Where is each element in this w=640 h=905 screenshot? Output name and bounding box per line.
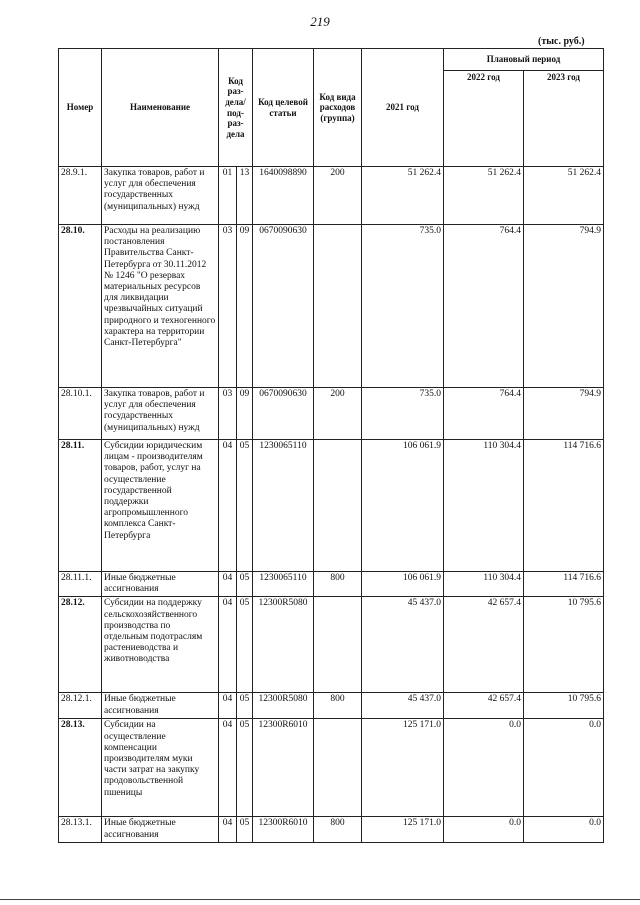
row-kind-code [314,225,362,388]
row-name: Иные бюджетные ассигнования [102,693,219,719]
header-row-top [59,49,604,71]
header-target: Код целевой статьи [253,49,314,167]
row-amount-2021: 51 262.4 [362,167,444,225]
row-number: 28.12.1. [59,693,102,719]
row-subsection: 05 [237,693,253,719]
row-amount-2022: 764.4 [444,225,524,388]
row-subsection: 05 [237,597,253,693]
row-amount-2021: 735.0 [362,388,444,440]
row-amount-2023: 114 716.6 [524,440,604,572]
units-label: (тыс. руб.) [538,36,585,47]
row-kind-code: 200 [314,388,362,440]
row-amount-2021: 125 171.0 [362,817,444,842]
row-number: 28.13. [59,719,102,817]
row-amount-2022: 42 657.4 [444,597,524,693]
table-row [59,167,604,225]
row-amount-2022: 110 304.4 [444,572,524,597]
row-number: 28.9.1. [59,167,102,225]
row-amount-2022: 0.0 [444,719,524,817]
row-section: 04 [219,572,237,597]
row-amount-2022: 0.0 [444,817,524,842]
row-amount-2021: 106 061.9 [362,572,444,597]
row-amount-2021: 45 437.0 [362,693,444,719]
budget-table [58,48,604,843]
row-amount-2021: 106 061.9 [362,440,444,572]
header-kind: Код вида расходов (группа) [314,49,362,167]
table-row [59,719,604,817]
row-section: 03 [219,388,237,440]
row-number: 28.10.1. [59,388,102,440]
row-amount-2023: 10 795.6 [524,597,604,693]
row-kind-code [314,719,362,817]
header-2023: 2023 год [524,71,604,167]
row-section: 04 [219,597,237,693]
row-amount-2022: 51 262.4 [444,167,524,225]
table-row [59,817,604,842]
row-subsection: 05 [237,440,253,572]
row-section: 04 [219,693,237,719]
row-name: Субсидии на осуществление компенсации производителям муки части затрат на закупку продовольственной пшеницы [102,719,219,817]
row-section: 01 [219,167,237,225]
row-target-code: 0670090630 [253,225,314,388]
row-amount-2021: 45 437.0 [362,597,444,693]
table-row [59,440,604,572]
row-section: 03 [219,225,237,388]
row-target-code: 12300R6010 [253,719,314,817]
row-kind-code [314,440,362,572]
table-row [59,597,604,693]
row-number: 28.11. [59,440,102,572]
header-number: Номер [59,49,102,167]
row-amount-2022: 764.4 [444,388,524,440]
table-row [59,225,604,388]
row-amount-2023: 114 716.6 [524,572,604,597]
row-kind-code: 800 [314,572,362,597]
row-number: 28.11.1. [59,572,102,597]
row-section: 04 [219,440,237,572]
row-name: Иные бюджетные ассигнования [102,817,219,842]
row-target-code: 12300R5080 [253,597,314,693]
row-amount-2023: 51 262.4 [524,167,604,225]
row-target-code: 1640098890 [253,167,314,225]
row-subsection: 05 [237,572,253,597]
row-subsection: 09 [237,388,253,440]
header-name: Наименование [102,49,219,167]
row-kind-code: 800 [314,817,362,842]
table-row [59,693,604,719]
row-number: 28.10. [59,225,102,388]
bottom-rule [0,899,640,900]
row-amount-2022: 110 304.4 [444,440,524,572]
table-row [59,572,604,597]
row-name: Иные бюджетные ассигнования [102,572,219,597]
row-target-code: 1230065110 [253,572,314,597]
row-kind-code: 200 [314,167,362,225]
header-2021: 2021 год [362,49,444,167]
row-amount-2023: 10 795.6 [524,693,604,719]
row-section: 04 [219,719,237,817]
row-target-code: 1230065110 [253,440,314,572]
row-subsection: 05 [237,817,253,842]
row-target-code: 12300R6010 [253,817,314,842]
row-section: 04 [219,817,237,842]
row-amount-2023: 0.0 [524,719,604,817]
row-name: Закупка товаров, работ и услуг для обеспечения государственных (муниципальных) нужд [102,167,219,225]
row-subsection: 09 [237,225,253,388]
row-amount-2023: 794.9 [524,225,604,388]
row-target-code: 0670090630 [253,388,314,440]
row-number: 28.12. [59,597,102,693]
row-subsection: 13 [237,167,253,225]
row-number: 28.13.1. [59,817,102,842]
row-name: Закупка товаров, работ и услуг для обеспечения государственных (муниципальных) нужд [102,388,219,440]
row-subsection: 05 [237,719,253,817]
row-amount-2021: 735.0 [362,225,444,388]
table-row [59,388,604,440]
row-amount-2022: 42 657.4 [444,693,524,719]
header-2022: 2022 год [444,71,524,167]
row-kind-code: 800 [314,693,362,719]
header-section: Код раз- дела/ под- раз- дела [219,49,253,167]
row-name: Субсидии на поддержку сельскохозяйственного производства по отдельным подотраслям растениеводства и животноводства [102,597,219,693]
row-name: Расходы на реализацию постановления Правительства Санкт-Петербурга от 30.11.2012 № 1246 "О резервах материальных ресурсов для ликвидации чрезвычайных ситуаций природного и техногенного характера на территории Санкт-Петербурга" [102,225,219,388]
row-kind-code [314,597,362,693]
row-name: Субсидии юридическим лицам - производителям товаров, работ, услуг на осуществление государственной поддержки агропромышленного комплекса Санкт-Петербурга [102,440,219,572]
row-target-code: 12300R5080 [253,693,314,719]
row-amount-2021: 125 171.0 [362,719,444,817]
page-number: 219 [310,14,330,29]
row-amount-2023: 794.9 [524,388,604,440]
header-planned: Плановый период [444,49,604,71]
row-amount-2023: 0.0 [524,817,604,842]
